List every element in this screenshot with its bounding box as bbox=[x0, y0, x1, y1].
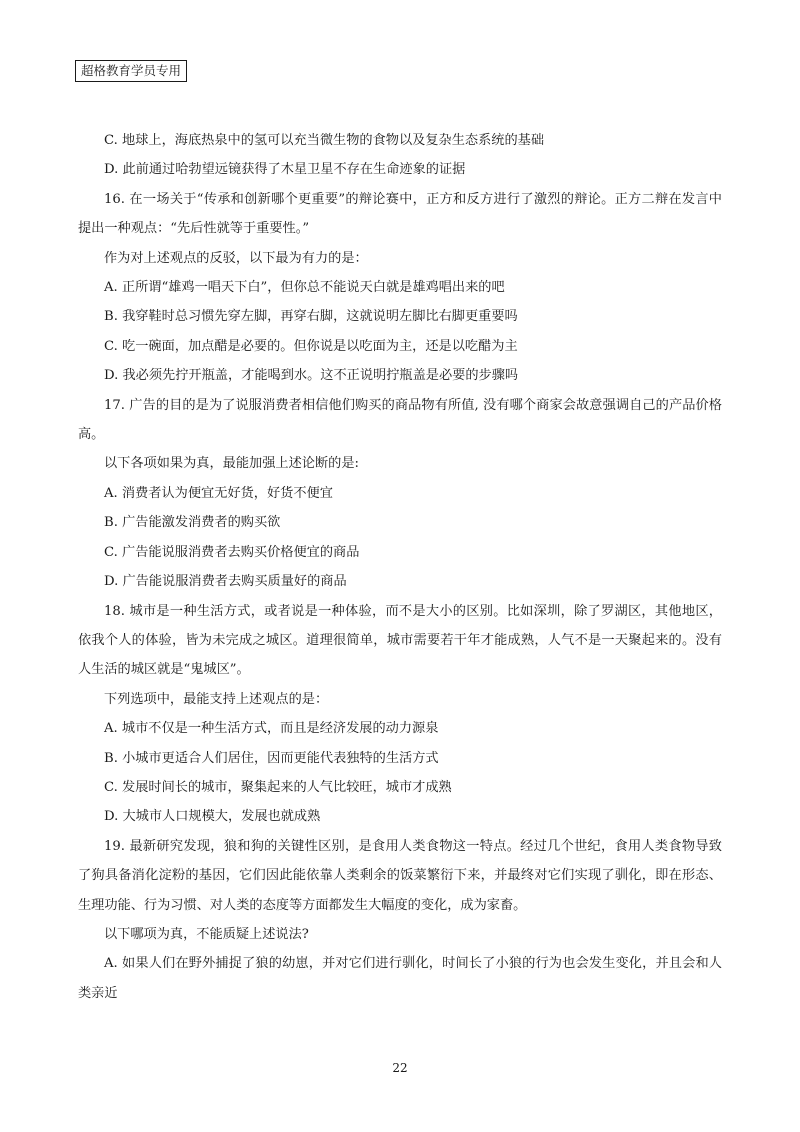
q17-option-a: A. 消费者认为便宜无好货，好货不便宜 bbox=[104, 485, 333, 501]
document-body bbox=[78, 126, 722, 1008]
q18-option-d: D. 大城市人口规模大，发展也就成熟 bbox=[104, 809, 321, 825]
q18-option-b: B. 小城市更适合人们居住，因而更能代表独特的生活方式 bbox=[104, 750, 439, 766]
q16-option-d: D. 我必须先拧开瓶盖，才能喝到水。这不正说明拧瓶盖是必要的步骤吗 bbox=[104, 368, 519, 384]
q18-stem: 18. 城市是一种生活方式，或者说是一种体验，而不是大小的区别。比如深圳，除了罗湖区，其他地区，依我个人的体验，皆为未完成之城区。道理很简单，城市需要若干年才能成熟，人气不是一天聚起来的。没有人生活的城区就是“鬼城区”。 bbox=[78, 603, 722, 678]
q17-prompt: 以下各项如果为真，最能加强上述论断的是: bbox=[104, 456, 360, 472]
q18-option-c: C. 发展时间长的城市，聚集起来的人气比较旺，城市才成熟 bbox=[104, 779, 452, 795]
watermark-stamp: 超格教育学员专用 bbox=[75, 60, 187, 82]
q19-option-a: A. 如果人们在野外捕捉了狼的幼崽，并对它们进行驯化，时间长了小狼的行为也会发生变化，并且会和人类亲近 bbox=[78, 956, 722, 1001]
q16-option-a: A. 正所谓“雄鸡一唱天下白”，但你总不能说天白就是雄鸡唱出来的吧 bbox=[104, 280, 505, 296]
q15-option-d: D. 此前通过哈勃望远镜获得了木星卫星不存在生命迹象的证据 bbox=[104, 162, 466, 178]
q16-prompt: 作为对上述观点的反驳，以下最为有力的是： bbox=[104, 250, 368, 266]
page-number: 22 bbox=[392, 1061, 408, 1075]
q19-stem: 19. 最新研究发现，狼和狗的关键性区别，是食用人类食物这一特点。经过几个世纪，食用人类食物导致了狗具备消化淀粉的基因，它们因此能依靠人类剩余的饭菜繁衍下来，并最终对它们实现了驯化，即在形态、生理功能、行为习惯、对人类的态度等方面都发生大幅度的变化，成为家畜。 bbox=[78, 838, 722, 913]
q19-prompt: 以下哪项为真，不能质疑上述说法? bbox=[104, 926, 309, 942]
q17-option-b: B. 广告能激发消费者的购买欲 bbox=[104, 515, 281, 531]
q16-option-b: B. 我穿鞋时总习惯先穿左脚，再穿右脚，这就说明左脚比右脚更重要吗 bbox=[104, 309, 518, 325]
q16-option-c: C. 吃一碗面，加点醋是必要的。但你说是以吃面为主，还是以吃醋为主 bbox=[104, 338, 518, 354]
q17-stem: 17. 广告的目的是为了说服消费者相信他们购买的商品物有所值, 没有哪个商家会故意强调自己的产品价格高。 bbox=[78, 397, 722, 443]
q15-option-c: C. 地球上，海底热泉中的氢可以充当微生物的食物以及复杂生态系统的基础 bbox=[104, 133, 545, 148]
q18-option-a: A. 城市不仅是一种生活方式，而且是经济发展的动力源泉 bbox=[104, 721, 439, 737]
q18-prompt: 下列选项中，最能支持上述观点的是： bbox=[104, 691, 329, 707]
q17-option-d: D. 广告能说服消费者去购买质量好的商品 bbox=[104, 574, 347, 590]
q17-option-c: C. 广告能说服消费者去购买价格便宜的商品 bbox=[104, 544, 360, 560]
q16-stem: 16. 在一场关于“传承和创新哪个更重要”的辩论赛中，正方和反方进行了激烈的辩论。正方二辩在发言中提出一种观点：“先后性就等于重要性。” bbox=[78, 191, 722, 237]
